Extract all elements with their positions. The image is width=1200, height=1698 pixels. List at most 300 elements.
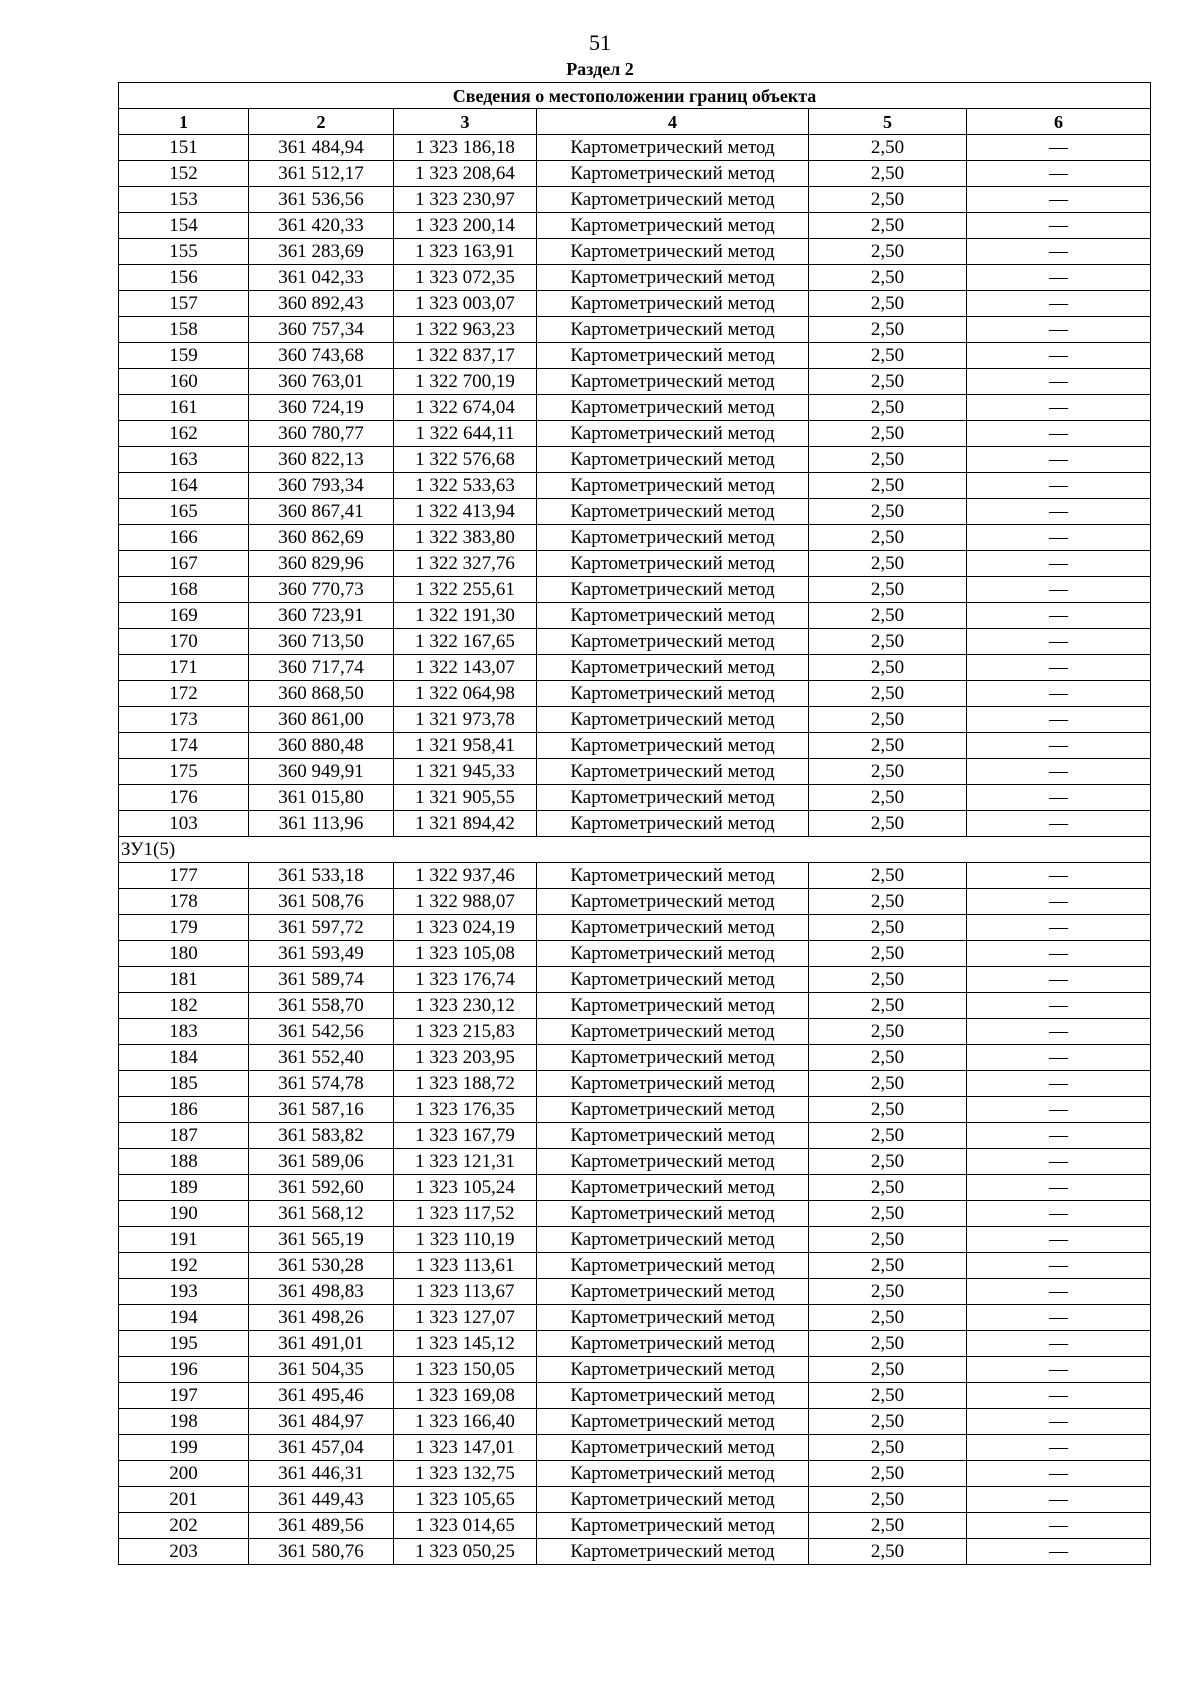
table-row [119,733,1151,759]
note-cell: — [967,1331,1151,1357]
column-header: 3 [394,109,537,135]
note-cell: — [967,291,1151,317]
note-cell: — [967,473,1151,499]
y-coordinate-cell: 1 323 127,07 [394,1305,537,1331]
y-coordinate-cell: 1 322 413,94 [394,499,537,525]
table-row [119,291,1151,317]
accuracy-cell: 2,50 [809,603,967,629]
table-row [119,1201,1151,1227]
x-coordinate-cell: 361 589,06 [249,1149,394,1175]
note-cell: — [967,239,1151,265]
accuracy-cell: 2,50 [809,1357,967,1383]
point-number-cell: 193 [119,1279,249,1305]
table-row [119,993,1151,1019]
accuracy-cell: 2,50 [809,681,967,707]
point-number-cell: 155 [119,239,249,265]
x-coordinate-cell: 360 861,00 [249,707,394,733]
point-number-cell: 178 [119,889,249,915]
note-cell: — [967,317,1151,343]
table-row [119,499,1151,525]
accuracy-cell: 2,50 [809,135,967,161]
note-cell: — [967,1149,1151,1175]
accuracy-cell: 2,50 [809,1435,967,1461]
point-number-cell: 157 [119,291,249,317]
point-number-cell: 158 [119,317,249,343]
note-cell: — [967,135,1151,161]
method-cell: Картометрический метод [537,1071,809,1097]
x-coordinate-cell: 361 042,33 [249,265,394,291]
point-number-cell: 188 [119,1149,249,1175]
table-row [119,551,1151,577]
accuracy-cell: 2,50 [809,525,967,551]
y-coordinate-cell: 1 322 383,80 [394,525,537,551]
accuracy-cell: 2,50 [809,551,967,577]
x-coordinate-cell: 360 780,77 [249,421,394,447]
accuracy-cell: 2,50 [809,759,967,785]
y-coordinate-cell: 1 322 533,63 [394,473,537,499]
method-cell: Картометрический метод [537,1487,809,1513]
x-coordinate-cell: 360 868,50 [249,681,394,707]
y-coordinate-cell: 1 321 973,78 [394,707,537,733]
note-cell: — [967,1487,1151,1513]
y-coordinate-cell: 1 323 105,65 [394,1487,537,1513]
note-cell: — [967,395,1151,421]
y-coordinate-cell: 1 323 150,05 [394,1357,537,1383]
x-coordinate-cell: 361 504,35 [249,1357,394,1383]
column-header: 4 [537,109,809,135]
point-number-cell: 164 [119,473,249,499]
table-row [119,655,1151,681]
accuracy-cell: 2,50 [809,1539,967,1565]
table-row [119,187,1151,213]
accuracy-cell: 2,50 [809,447,967,473]
y-coordinate-cell: 1 323 163,91 [394,239,537,265]
note-cell: — [967,941,1151,967]
note-cell: — [967,187,1151,213]
table-row [119,1435,1151,1461]
accuracy-cell: 2,50 [809,733,967,759]
table-row [119,343,1151,369]
accuracy-cell: 2,50 [809,421,967,447]
point-number-cell: 196 [119,1357,249,1383]
accuracy-cell: 2,50 [809,499,967,525]
method-cell: Картометрический метод [537,187,809,213]
point-number-cell: 179 [119,915,249,941]
method-cell: Картометрический метод [537,1383,809,1409]
table-row [119,785,1151,811]
x-coordinate-cell: 361 508,76 [249,889,394,915]
x-coordinate-cell: 361 495,46 [249,1383,394,1409]
x-coordinate-cell: 361 533,18 [249,863,394,889]
accuracy-cell: 2,50 [809,1175,967,1201]
table-row [119,1175,1151,1201]
method-cell: Картометрический метод [537,1045,809,1071]
accuracy-cell: 2,50 [809,213,967,239]
y-coordinate-cell: 1 323 167,79 [394,1123,537,1149]
note-cell: — [967,1461,1151,1487]
point-number-cell: 183 [119,1019,249,1045]
x-coordinate-cell: 361 589,74 [249,967,394,993]
accuracy-cell: 2,50 [809,1019,967,1045]
note-cell: — [967,525,1151,551]
table-row [119,915,1151,941]
accuracy-cell: 2,50 [809,915,967,941]
method-cell: Картометрический метод [537,213,809,239]
method-cell: Картометрический метод [537,525,809,551]
accuracy-cell: 2,50 [809,1461,967,1487]
x-coordinate-cell: 361 512,17 [249,161,394,187]
table-row [119,317,1151,343]
note-cell: — [967,421,1151,447]
note-cell: — [967,1383,1151,1409]
point-number-cell: 191 [119,1227,249,1253]
method-cell: Картометрический метод [537,1357,809,1383]
point-number-cell: 168 [119,577,249,603]
y-coordinate-cell: 1 323 230,97 [394,187,537,213]
method-cell: Картометрический метод [537,1175,809,1201]
accuracy-cell: 2,50 [809,1045,967,1071]
method-cell: Картометрический метод [537,785,809,811]
y-coordinate-cell: 1 323 014,65 [394,1513,537,1539]
x-coordinate-cell: 360 822,13 [249,447,394,473]
x-coordinate-cell: 361 536,56 [249,187,394,213]
table-row [119,1045,1151,1071]
method-cell: Картометрический метод [537,395,809,421]
method-cell: Картометрический метод [537,291,809,317]
method-cell: Картометрический метод [537,1513,809,1539]
point-number-cell: 176 [119,785,249,811]
y-coordinate-cell: 1 322 064,98 [394,681,537,707]
table-row [119,1253,1151,1279]
table-row [119,421,1151,447]
accuracy-cell: 2,50 [809,187,967,213]
y-coordinate-cell: 1 323 147,01 [394,1435,537,1461]
x-coordinate-cell: 360 723,91 [249,603,394,629]
table-row [119,161,1151,187]
accuracy-cell: 2,50 [809,1513,967,1539]
table-row [119,1539,1151,1565]
point-number-cell: 165 [119,499,249,525]
x-coordinate-cell: 361 592,60 [249,1175,394,1201]
point-number-cell: 175 [119,759,249,785]
y-coordinate-cell: 1 323 132,75 [394,1461,537,1487]
note-cell: — [967,343,1151,369]
method-cell: Картометрический метод [537,1019,809,1045]
note-cell: — [967,811,1151,837]
method-cell: Картометрический метод [537,967,809,993]
note-cell: — [967,1435,1151,1461]
table-row [119,1487,1151,1513]
y-coordinate-cell: 1 322 837,17 [394,343,537,369]
y-coordinate-cell: 1 323 121,31 [394,1149,537,1175]
method-cell: Картометрический метод [537,1149,809,1175]
table-row [119,1149,1151,1175]
method-cell: Картометрический метод [537,343,809,369]
note-cell: — [967,213,1151,239]
y-coordinate-cell: 1 323 113,67 [394,1279,537,1305]
y-coordinate-cell: 1 323 169,08 [394,1383,537,1409]
accuracy-cell: 2,50 [809,577,967,603]
method-cell: Картометрический метод [537,811,809,837]
x-coordinate-cell: 361 552,40 [249,1045,394,1071]
section-title: Раздел 2 [566,59,634,79]
table-row [119,1461,1151,1487]
method-cell: Картометрический метод [537,161,809,187]
point-number-cell: 200 [119,1461,249,1487]
point-number-cell: 103 [119,811,249,837]
point-number-cell: 181 [119,967,249,993]
method-cell: Картометрический метод [537,993,809,1019]
note-cell: — [967,1071,1151,1097]
y-coordinate-cell: 1 323 208,64 [394,161,537,187]
x-coordinate-cell: 360 743,68 [249,343,394,369]
point-number-cell: 202 [119,1513,249,1539]
y-coordinate-cell: 1 321 905,55 [394,785,537,811]
x-coordinate-cell: 361 593,49 [249,941,394,967]
point-number-cell: 171 [119,655,249,681]
note-cell: — [967,603,1151,629]
note-cell: — [967,629,1151,655]
y-coordinate-cell: 1 322 937,46 [394,863,537,889]
table-row [119,1279,1151,1305]
table-row [119,525,1151,551]
accuracy-cell: 2,50 [809,1279,967,1305]
y-coordinate-cell: 1 321 894,42 [394,811,537,837]
x-coordinate-cell: 361 015,80 [249,785,394,811]
note-cell: — [967,915,1151,941]
x-coordinate-cell: 361 574,78 [249,1071,394,1097]
method-cell: Картометрический метод [537,1253,809,1279]
group-label-row [119,837,1151,863]
method-cell: Картометрический метод [537,1097,809,1123]
note-cell: — [967,1019,1151,1045]
accuracy-cell: 2,50 [809,1331,967,1357]
x-coordinate-cell: 361 420,33 [249,213,394,239]
accuracy-cell: 2,50 [809,1201,967,1227]
point-number-cell: 203 [119,1539,249,1565]
accuracy-cell: 2,50 [809,707,967,733]
accuracy-cell: 2,50 [809,265,967,291]
note-cell: — [967,1097,1151,1123]
x-coordinate-cell: 360 793,34 [249,473,394,499]
accuracy-cell: 2,50 [809,369,967,395]
y-coordinate-cell: 1 323 117,52 [394,1201,537,1227]
table-row [119,603,1151,629]
note-cell: — [967,447,1151,473]
accuracy-cell: 2,50 [809,1383,967,1409]
x-coordinate-cell: 361 587,16 [249,1097,394,1123]
method-cell: Картометрический метод [537,317,809,343]
point-number-cell: 172 [119,681,249,707]
y-coordinate-cell: 1 322 143,07 [394,655,537,681]
method-cell: Картометрический метод [537,941,809,967]
point-number-cell: 154 [119,213,249,239]
y-coordinate-cell: 1 323 230,12 [394,993,537,1019]
accuracy-cell: 2,50 [809,473,967,499]
y-coordinate-cell: 1 323 186,18 [394,135,537,161]
method-cell: Картометрический метод [537,239,809,265]
point-number-cell: 160 [119,369,249,395]
column-header: 2 [249,109,394,135]
method-cell: Картометрический метод [537,447,809,473]
accuracy-cell: 2,50 [809,1487,967,1513]
note-cell: — [967,1357,1151,1383]
note-cell: — [967,577,1151,603]
point-number-cell: 190 [119,1201,249,1227]
method-cell: Картометрический метод [537,1461,809,1487]
x-coordinate-cell: 361 583,82 [249,1123,394,1149]
accuracy-cell: 2,50 [809,993,967,1019]
accuracy-cell: 2,50 [809,1123,967,1149]
note-cell: — [967,993,1151,1019]
accuracy-cell: 2,50 [809,317,967,343]
note-cell: — [967,1045,1151,1071]
y-coordinate-cell: 1 322 963,23 [394,317,537,343]
point-number-cell: 170 [119,629,249,655]
method-cell: Картометрический метод [537,577,809,603]
method-cell: Картометрический метод [537,915,809,941]
x-coordinate-cell: 361 565,19 [249,1227,394,1253]
column-number-row [119,109,1151,135]
table-body [119,135,1151,1565]
method-cell: Картометрический метод [537,1227,809,1253]
table-row [119,1513,1151,1539]
accuracy-cell: 2,50 [809,395,967,421]
point-number-cell: 163 [119,447,249,473]
accuracy-cell: 2,50 [809,161,967,187]
method-cell: Картометрический метод [537,1279,809,1305]
point-number-cell: 169 [119,603,249,629]
y-coordinate-cell: 1 323 203,95 [394,1045,537,1071]
y-coordinate-cell: 1 323 215,83 [394,1019,537,1045]
x-coordinate-cell: 361 484,97 [249,1409,394,1435]
note-cell: — [967,1201,1151,1227]
y-coordinate-cell: 1 322 674,04 [394,395,537,421]
boundary-coordinates-table [118,82,1151,1565]
y-coordinate-cell: 1 321 958,41 [394,733,537,759]
note-cell: — [967,265,1151,291]
table-row [119,811,1151,837]
y-coordinate-cell: 1 323 110,19 [394,1227,537,1253]
column-header: 6 [967,109,1151,135]
method-cell: Картометрический метод [537,1331,809,1357]
page-number: 51 [589,30,611,55]
note-cell: — [967,863,1151,889]
x-coordinate-cell: 361 484,94 [249,135,394,161]
accuracy-cell: 2,50 [809,1409,967,1435]
table-row [119,629,1151,655]
note-cell: — [967,1175,1151,1201]
x-coordinate-cell: 361 498,26 [249,1305,394,1331]
method-cell: Картометрический метод [537,681,809,707]
table-row [119,447,1151,473]
point-number-cell: 201 [119,1487,249,1513]
point-number-cell: 180 [119,941,249,967]
point-number-cell: 194 [119,1305,249,1331]
y-coordinate-cell: 1 322 576,68 [394,447,537,473]
x-coordinate-cell: 360 763,01 [249,369,394,395]
accuracy-cell: 2,50 [809,785,967,811]
x-coordinate-cell: 361 491,01 [249,1331,394,1357]
method-cell: Картометрический метод [537,1409,809,1435]
y-coordinate-cell: 1 323 105,08 [394,941,537,967]
x-coordinate-cell: 360 892,43 [249,291,394,317]
x-coordinate-cell: 361 558,70 [249,993,394,1019]
y-coordinate-cell: 1 323 105,24 [394,1175,537,1201]
accuracy-cell: 2,50 [809,655,967,681]
y-coordinate-cell: 1 322 167,65 [394,629,537,655]
table-row [119,1227,1151,1253]
y-coordinate-cell: 1 321 945,33 [394,759,537,785]
method-cell: Картометрический метод [537,551,809,577]
table-row [119,1331,1151,1357]
note-cell: — [967,369,1151,395]
note-cell: — [967,785,1151,811]
y-coordinate-cell: 1 323 166,40 [394,1409,537,1435]
y-coordinate-cell: 1 322 644,11 [394,421,537,447]
accuracy-cell: 2,50 [809,889,967,915]
x-coordinate-cell: 361 530,28 [249,1253,394,1279]
accuracy-cell: 2,50 [809,811,967,837]
point-number-cell: 173 [119,707,249,733]
y-coordinate-cell: 1 322 255,61 [394,577,537,603]
method-cell: Картометрический метод [537,733,809,759]
y-coordinate-cell: 1 323 176,74 [394,967,537,993]
note-cell: — [967,1305,1151,1331]
table-row [119,473,1151,499]
y-coordinate-cell: 1 323 200,14 [394,213,537,239]
table-row [119,239,1151,265]
note-cell: — [967,967,1151,993]
method-cell: Картометрический метод [537,1539,809,1565]
x-coordinate-cell: 361 489,56 [249,1513,394,1539]
note-cell: — [967,733,1151,759]
x-coordinate-cell: 361 568,12 [249,1201,394,1227]
column-header: 1 [119,109,249,135]
x-coordinate-cell: 361 446,31 [249,1461,394,1487]
point-number-cell: 185 [119,1071,249,1097]
table-row [119,941,1151,967]
y-coordinate-cell: 1 323 024,19 [394,915,537,941]
note-cell: — [967,681,1151,707]
x-coordinate-cell: 360 867,41 [249,499,394,525]
note-cell: — [967,1227,1151,1253]
x-coordinate-cell: 361 542,56 [249,1019,394,1045]
point-number-cell: 186 [119,1097,249,1123]
y-coordinate-cell: 1 322 700,19 [394,369,537,395]
point-number-cell: 182 [119,993,249,1019]
point-number-cell: 199 [119,1435,249,1461]
x-coordinate-cell: 360 757,34 [249,317,394,343]
table-row [119,1409,1151,1435]
table-row [119,1019,1151,1045]
note-cell: — [967,551,1151,577]
note-cell: — [967,1279,1151,1305]
point-number-cell: 184 [119,1045,249,1071]
x-coordinate-cell: 361 113,96 [249,811,394,837]
point-number-cell: 152 [119,161,249,187]
note-cell: — [967,1123,1151,1149]
point-number-cell: 162 [119,421,249,447]
x-coordinate-cell: 361 283,69 [249,239,394,265]
method-cell: Картометрический метод [537,499,809,525]
method-cell: Картометрический метод [537,135,809,161]
y-coordinate-cell: 1 323 072,35 [394,265,537,291]
table-row [119,967,1151,993]
accuracy-cell: 2,50 [809,863,967,889]
method-cell: Картометрический метод [537,1201,809,1227]
method-cell: Картометрический метод [537,655,809,681]
